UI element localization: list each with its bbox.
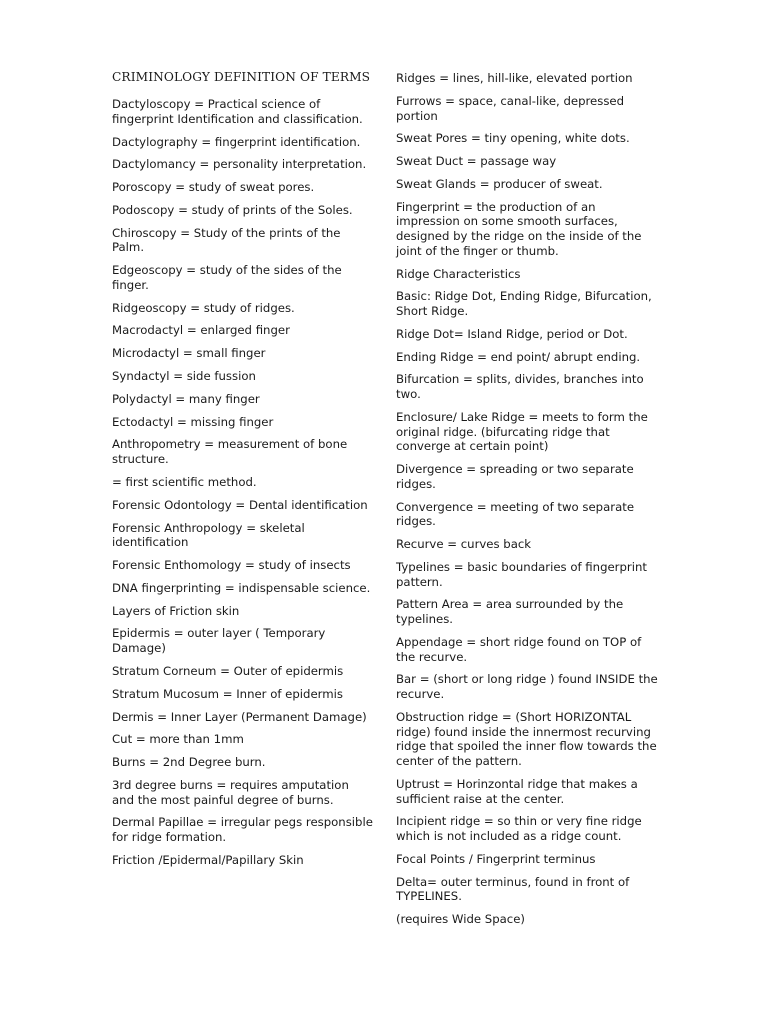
term-definition: DNA fingerprinting = indispensable science.	[112, 580, 371, 595]
term-definition: Epidermis = outer layer ( Temporary Damage)	[112, 626, 326, 656]
term-definition: Chiroscopy = Study of the prints of the Palm.	[112, 225, 341, 255]
term-definition: Divergence = spreading or two separate ridges.	[396, 462, 634, 491]
term-definition: Uptrust = Horinzontal ridge that makes a sufficient raise at the center.	[396, 776, 638, 806]
term-definition: Bifurcation = splits, divides, branches into two.	[396, 372, 644, 402]
term-definition: Typelines = basic boundaries of fingerprint pattern.	[396, 559, 647, 589]
left-column	[112, 70, 374, 876]
term-definition: Ridge Dot= Island Ridge, period or Dot.	[396, 326, 628, 341]
term-definition: Incipient ridge = so thin or very fine ridge which is not included as a ridge count.	[396, 814, 642, 844]
term-definition: Forensic Anthropology = skeletal identification	[112, 520, 305, 550]
term-definition: = first scientific method.	[112, 474, 257, 489]
term-definition: Focal Points / Fingerprint terminus	[396, 851, 596, 866]
term-definition: (requires Wide Space)	[396, 912, 525, 927]
term-definition: Poroscopy = study of sweat pores.	[112, 180, 315, 195]
term-definition: Ridgeoscopy = study of ridges.	[112, 300, 295, 315]
term-definition: Sweat Glands = producer of sweat.	[396, 176, 603, 191]
right-term-list	[396, 71, 662, 927]
term-definition: Dactylomancy = personality interpretation.	[112, 157, 367, 172]
term-definition: Delta= outer terminus, found in front of TYPELINES.	[396, 874, 630, 904]
term-definition: Sweat Pores = tiny opening, white dots.	[396, 131, 630, 146]
term-definition: Appendage = short ridge found on TOP of the recurve.	[396, 634, 642, 664]
term-definition: Layers of Friction skin	[112, 603, 240, 618]
right-column	[396, 70, 662, 935]
term-definition: Cut = more than 1mm	[112, 732, 244, 747]
document-title: CRIMINOLOGY DEFINITION OF TERMS	[112, 70, 371, 84]
term-definition: Stratum Mucosum = Inner of epidermis	[112, 686, 343, 701]
term-definition: Convergence = meeting of two separate ridges.	[396, 499, 635, 529]
term-definition: Anthropometry = measurement of bone structure.	[112, 437, 348, 467]
term-definition: Friction /Epidermal/Papillary Skin	[112, 852, 304, 867]
term-definition: Podoscopy = study of prints of the Soles.	[112, 202, 353, 217]
term-definition: Forensic Odontology = Dental identification	[112, 497, 368, 512]
term-definition: Ridges = lines, hill-like, elevated portion	[396, 71, 633, 85]
term-definition: Dermis = Inner Layer (Permanent Damage)	[112, 709, 367, 724]
term-definition: Dactyloscopy = Practical science of fingerprint Identification and classification.	[112, 97, 363, 126]
term-definition: Enclosure/ Lake Ridge = meets to form the original ridge. (bifurcating ridge that converge at certain point)	[396, 409, 648, 454]
term-definition: Ectodactyl = missing finger	[112, 414, 274, 429]
term-definition: Burns = 2nd Degree burn.	[112, 755, 266, 770]
left-term-list	[112, 97, 374, 868]
term-definition: Pattern Area = area surrounded by the typelines.	[396, 597, 624, 627]
term-definition: Macrodactyl = enlarged finger	[112, 323, 290, 338]
term-definition: Microdactyl = small finger	[112, 346, 266, 361]
term-definition: Dermal Papillae = irregular pegs responsible for ridge formation.	[112, 815, 373, 845]
term-definition: Obstruction ridge = (Short HORIZONTAL ridge) found inside the innermost recurving ridge that spoiled the inner flow towards the center of the pattern.	[396, 709, 657, 769]
term-definition: Stratum Corneum = Outer of epidermis	[112, 663, 344, 678]
term-definition: Edgeoscopy = study of the sides of the finger.	[112, 263, 342, 292]
term-definition: Recurve = curves back	[396, 537, 532, 552]
term-definition: Sweat Duct = passage way	[396, 154, 557, 169]
term-definition: Syndactyl = side fussion	[112, 369, 256, 384]
term-definition: Basic: Ridge Dot, Ending Ridge, Bifurcation, Short Ridge.	[396, 289, 652, 319]
term-definition: Furrows = space, canal-like, depressed portion	[396, 93, 625, 123]
term-definition: Ridge Characteristics	[396, 266, 521, 281]
term-definition: Dactylography = fingerprint identification.	[112, 134, 361, 149]
term-definition: Forensic Enthomology = study of insects	[112, 558, 351, 573]
term-definition: Fingerprint = the production of an impression on some smooth surfaces, designed by the ridge on the inside of the joint of the finger or thumb.	[396, 199, 642, 258]
term-definition: Ending Ridge = end point/ abrupt ending.	[396, 349, 641, 364]
term-definition: 3rd degree burns = requires amputation and the most painful degree of burns.	[112, 777, 349, 807]
term-definition: Bar = (short or long ridge ) found INSIDE the recurve.	[396, 672, 658, 702]
term-definition: Polydactyl = many finger	[112, 391, 260, 406]
